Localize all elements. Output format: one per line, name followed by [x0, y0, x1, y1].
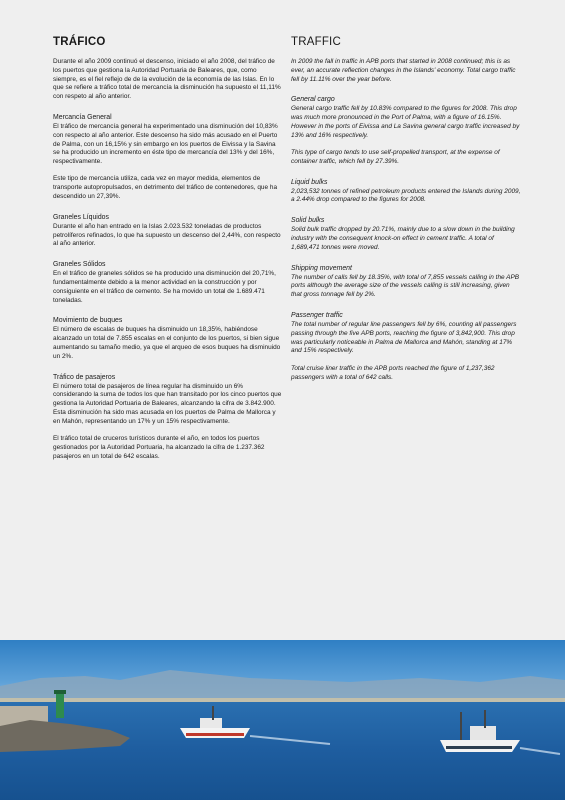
- paragraph: En el tráfico de graneles sólidos se ha producido una disminución del 20,71%, fundamentalmente debido a la menor actividad en la construcción y por consiguiente en el tráfico de cemento. Se ha movido un total de 1.689.471 toneladas.: [53, 270, 276, 304]
- intro-paragraph-en: In 2009 the fall in traffic in APB ports that started in 2008 continued; this is as ever, an accurate reflection changes in the Islands' economy. Total cargo traffic fell by 11.11% over the year before.: [291, 58, 516, 83]
- paragraph: The number of calls fell by 18.35%, with total of 7,855 vessels calling in the APB ports although the average size of the vessels calling is still increasing, given that gross tonnage fell by 2%.: [291, 273, 520, 299]
- english-column: [291, 36, 522, 382]
- paragraph: The total number of regular line passengers fell by 6%, counting all passengers passing through the five APB ports, reaching the figure of 3,842,900. This drop was particularly noticeable in Palma de Mallorca and Mahón, standing at 17% and 15% respectively.: [291, 321, 517, 355]
- heading-liquid-bulks-en: Liquid bulks: [291, 178, 328, 186]
- heading-shipping-en: Shipping movement: [291, 264, 352, 272]
- heading-liquid-bulks-es: Graneles Líquidos: [53, 213, 109, 221]
- heading-shipping-es: Movimiento de buques: [53, 317, 123, 325]
- heading-solid-bulks-en: Solid bulks: [291, 217, 325, 225]
- paragraph: General cargo traffic fell by 10.83% compared to the figures for 2008. This drop was much more pronounced in the Port of Palma, with a figure of 16.15%. However in the ports of Eivissa and La Savina general cargo traffic increased by 13% and 16% respectively.: [291, 105, 520, 139]
- paragraph: El número de escalas de buques ha disminuido un 18,35%, habiéndose alcanzado un total de 7.855 escalas en el conjunto de los puertos, si bien sigue aumentando su tamaño medio, ya que el arqueo de esos buques ha disminuido un 2%.: [53, 326, 281, 360]
- paragraph: El tráfico de mercancía general ha experimentado una disminución del 10,83% con respecto al año anterior. Este descenso ha sido más acusado en el Puerto de Palma, con un 16,15% y sin embargo en los puertos de Eivissa y la Savina se ha producido un incremento en éste tipo de mercancía del 13% y del 16%, respectivamente.: [53, 122, 278, 166]
- paragraph: Durante el año han entrado en la Islas 2.023.532 toneladas de productos petrolíferos refinados, lo que ha supuesto un descenso del 2,44%, con respecto al año anterior.: [53, 222, 281, 248]
- paragraph: 2,023,532 tonnes of refined petroleum products entered the Islands during 2009, a 2.44% drop compared to the figures for 2008.: [291, 187, 521, 204]
- heading-passengers-es: Tráfico de pasajeros: [53, 373, 116, 381]
- paragraph: This type of cargo tends to use self-propelled transport, at the expense of container traffic, which fell by 27.39%.: [291, 149, 500, 165]
- section-title-en: TRAFFIC: [291, 36, 341, 48]
- paragraph: El número total de pasajeros de línea regular ha disminuido un 6% considerando la suma de todos los que han transitado por los cinco puertos que gestiona la Autoridad Portuaria de Baleares, alcanzando la cifra de 3.842.900. Esta disminución ha sido mas acusada en los puertos de Palma de Mallorca y en Mahón, representando un 17% y un 15% respectivamente.: [53, 382, 282, 425]
- harbour-photo: [0, 640, 565, 800]
- section-title-es: TRÁFICO: [53, 36, 106, 48]
- harbour-illustration: [0, 640, 565, 800]
- heading-general-cargo-en: General cargo: [291, 96, 335, 104]
- heading-solid-bulks-es: Graneles Sólidos: [53, 261, 106, 269]
- paragraph: Solid bulk traffic dropped by 20.71%, mainly due to a slow down in the building industry with the consequent knock-on effect in cement traffic. A total of 1,689,471 tonnes were moved.: [291, 226, 515, 251]
- heading-general-cargo-es: Mercancía General: [53, 113, 112, 121]
- spanish-column: [53, 36, 282, 462]
- paragraph: Este tipo de mercancía utiliza, cada vez en mayor medida, elementos de transporte autopropulsados, en detrimento del tráfico de contenedores, que ha descendido un 27,39%.: [53, 175, 278, 201]
- intro-paragraph-es: Durante el año 2009 continuó el descenso, iniciado el año 2008, del tráfico de los puertos que gestiona la Autoridad Portuaria de Baleares, que, como siempre, es el fiel reflejo de de la evolución de la economía de las Islas. En lo que se refiere a tráfico total de mercancía la disminución ha supuesto el 11,11% con respeto al año anterior.: [53, 58, 281, 101]
- paragraph: El tráfico total de cruceros turísticos durante el año, en todos los puertos gestionados por la Autoridad Portuaria, ha alcanzado la cifra de 1.237.362 pasajeros en un total de 642 escalas.: [53, 435, 265, 460]
- paragraph: Total cruise liner traffic in the APB ports reached the figure of 1,237,362 passengers with a total of 642 calls.: [291, 364, 495, 381]
- heading-passengers-en: Passenger traffic: [291, 312, 343, 320]
